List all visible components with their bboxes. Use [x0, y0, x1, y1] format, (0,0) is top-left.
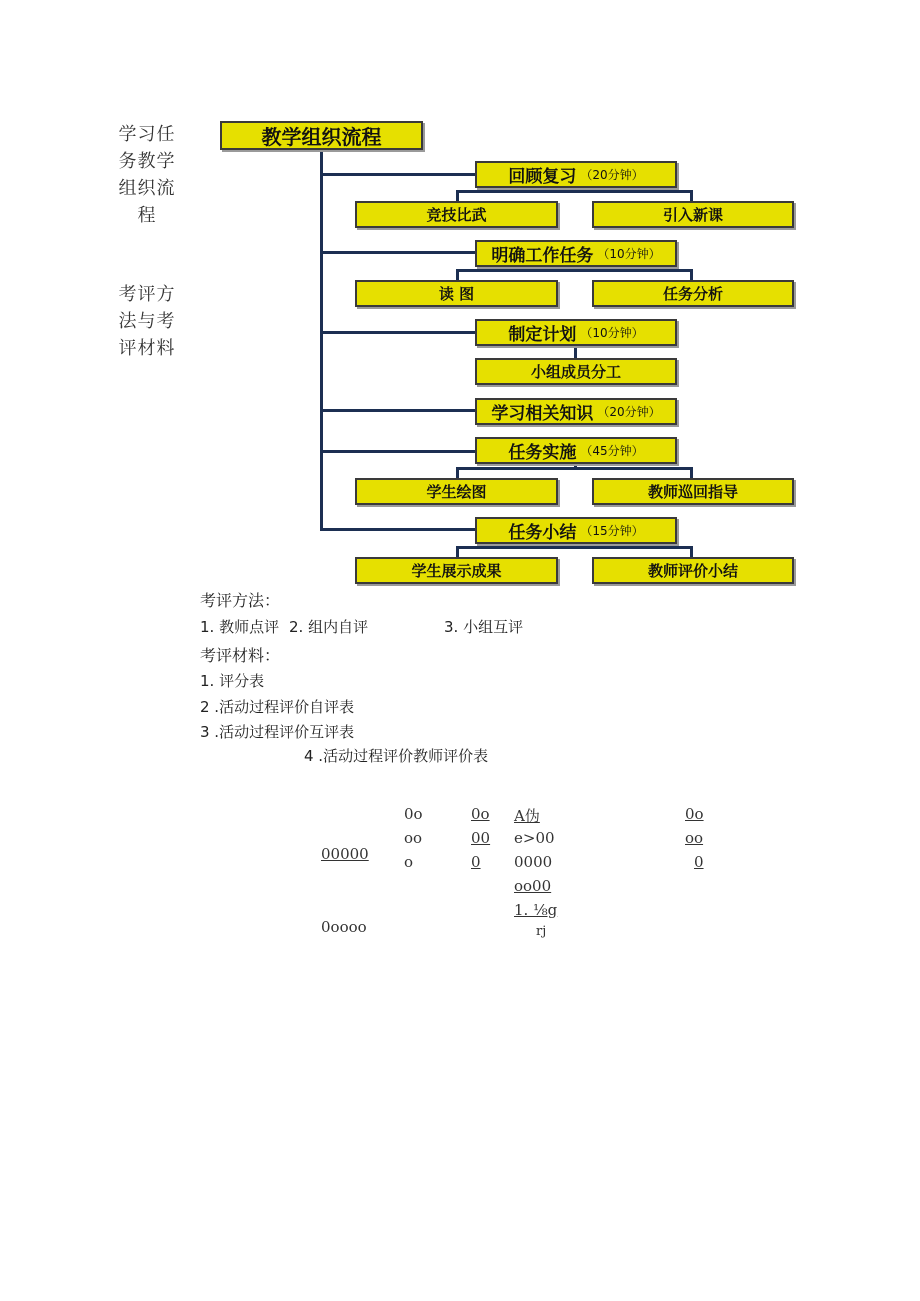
- stage-label: 明确工作任务: [491, 246, 594, 266]
- flowchart-title-text: 教学组织流程: [261, 125, 382, 149]
- stage-label: 制定计划: [508, 325, 577, 345]
- garbled-text: 0: [471, 853, 481, 871]
- flowchart: [0, 0, 920, 600]
- side-label-line: 考评方: [118, 284, 176, 305]
- child-teacher-evaluation: [592, 557, 794, 584]
- garbled-text: 0oooo: [321, 918, 367, 936]
- garbled-text: oo: [685, 829, 704, 847]
- child-competition: [355, 201, 558, 228]
- side-label-line: 学习任: [118, 124, 176, 145]
- method-item: 1. 教师点评: [200, 618, 280, 636]
- branch-line: [320, 331, 475, 334]
- child-group-division: [475, 358, 677, 385]
- garbled-text: A伪: [514, 807, 540, 825]
- child-task-analysis: [592, 280, 794, 307]
- branch-line: [320, 251, 475, 254]
- stage-label: 回顾复习: [508, 167, 577, 187]
- stage-label: 任务小结: [508, 523, 577, 543]
- side-label-line: 务教学: [118, 151, 176, 172]
- methods-heading: 考评方法：: [200, 591, 281, 610]
- stage-duration: （10分钟）: [580, 326, 644, 340]
- garbled-text: 00: [471, 829, 491, 847]
- side-label-line: 组织流: [118, 178, 176, 199]
- stage-review: [475, 161, 677, 188]
- main-trunk-line: [320, 148, 323, 531]
- garbled-text: 0000: [514, 853, 553, 871]
- stage-duration: （15分钟）: [580, 524, 644, 538]
- garbled-text: 0o: [471, 805, 490, 823]
- child-connector: [456, 467, 692, 470]
- stage-task-implementation: [475, 437, 677, 464]
- child-label: 教师巡回指导: [647, 483, 738, 501]
- side-label-line: 法与考: [118, 311, 176, 332]
- material-item: 2 .活动过程评价自评表: [200, 698, 355, 716]
- garbled-text: 00000: [321, 845, 369, 863]
- garbled-text: oo00: [514, 877, 552, 895]
- stage-learn-knowledge: [475, 398, 677, 425]
- stage-duration: （20分钟）: [597, 405, 661, 419]
- stage-duration: （45分钟）: [580, 444, 644, 458]
- child-connector: [456, 269, 692, 272]
- stage-duration: （10分钟）: [597, 247, 661, 261]
- stage-label: 任务实施: [508, 443, 577, 463]
- child-student-drawing: [355, 478, 558, 505]
- child-label: 教师评价小结: [647, 562, 738, 580]
- garbled-text: e>00: [514, 829, 555, 847]
- child-label: 引入新课: [662, 206, 723, 224]
- child-label: 学生展示成果: [411, 562, 502, 580]
- garbled-text: 0o: [404, 805, 423, 823]
- stage-task-summary: [475, 517, 677, 544]
- child-label: 学生绘图: [426, 483, 487, 501]
- side-label-line: 评材料: [118, 338, 176, 359]
- side-label-line: 程: [137, 205, 157, 226]
- child-connector: [456, 546, 692, 549]
- branch-line: [320, 528, 475, 531]
- child-student-showcase: [355, 557, 558, 584]
- garbled-text: 1. ⅛g: [514, 901, 558, 919]
- child-label: 小组成员分工: [530, 363, 621, 381]
- method-item: 3. 小组互评: [444, 618, 524, 636]
- child-label: 读 图: [438, 285, 475, 303]
- branch-line: [320, 450, 475, 453]
- stage-make-plan: [475, 319, 677, 346]
- child-teacher-guidance: [592, 478, 794, 505]
- garbled-text: rj: [536, 924, 547, 939]
- stage-duration: （20分钟）: [580, 168, 644, 182]
- material-item: 4 .活动过程评价教师评价表: [304, 747, 489, 765]
- garbled-text: o: [404, 853, 414, 871]
- flowchart-title: [220, 121, 423, 150]
- method-item: 2. 组内自评: [289, 618, 369, 636]
- stage-clarify-task: [475, 240, 677, 267]
- material-item: 3 .活动过程评价互评表: [200, 723, 355, 741]
- branch-line: [320, 173, 475, 176]
- garbled-text: oo: [404, 829, 423, 847]
- child-connector: [456, 190, 692, 193]
- child-read-drawing: [355, 280, 558, 307]
- child-introduce-lesson: [592, 201, 794, 228]
- materials-heading: 考评材料：: [200, 646, 281, 665]
- child-connector: [574, 345, 577, 359]
- child-label: 任务分析: [662, 285, 723, 303]
- material-item: 1. 评分表: [200, 672, 265, 690]
- stage-label: 学习相关知识: [491, 404, 594, 424]
- garbled-text: 0: [694, 853, 704, 871]
- child-label: 竞技比武: [426, 206, 487, 224]
- branch-line: [320, 409, 475, 412]
- garbled-text: 0o: [685, 805, 704, 823]
